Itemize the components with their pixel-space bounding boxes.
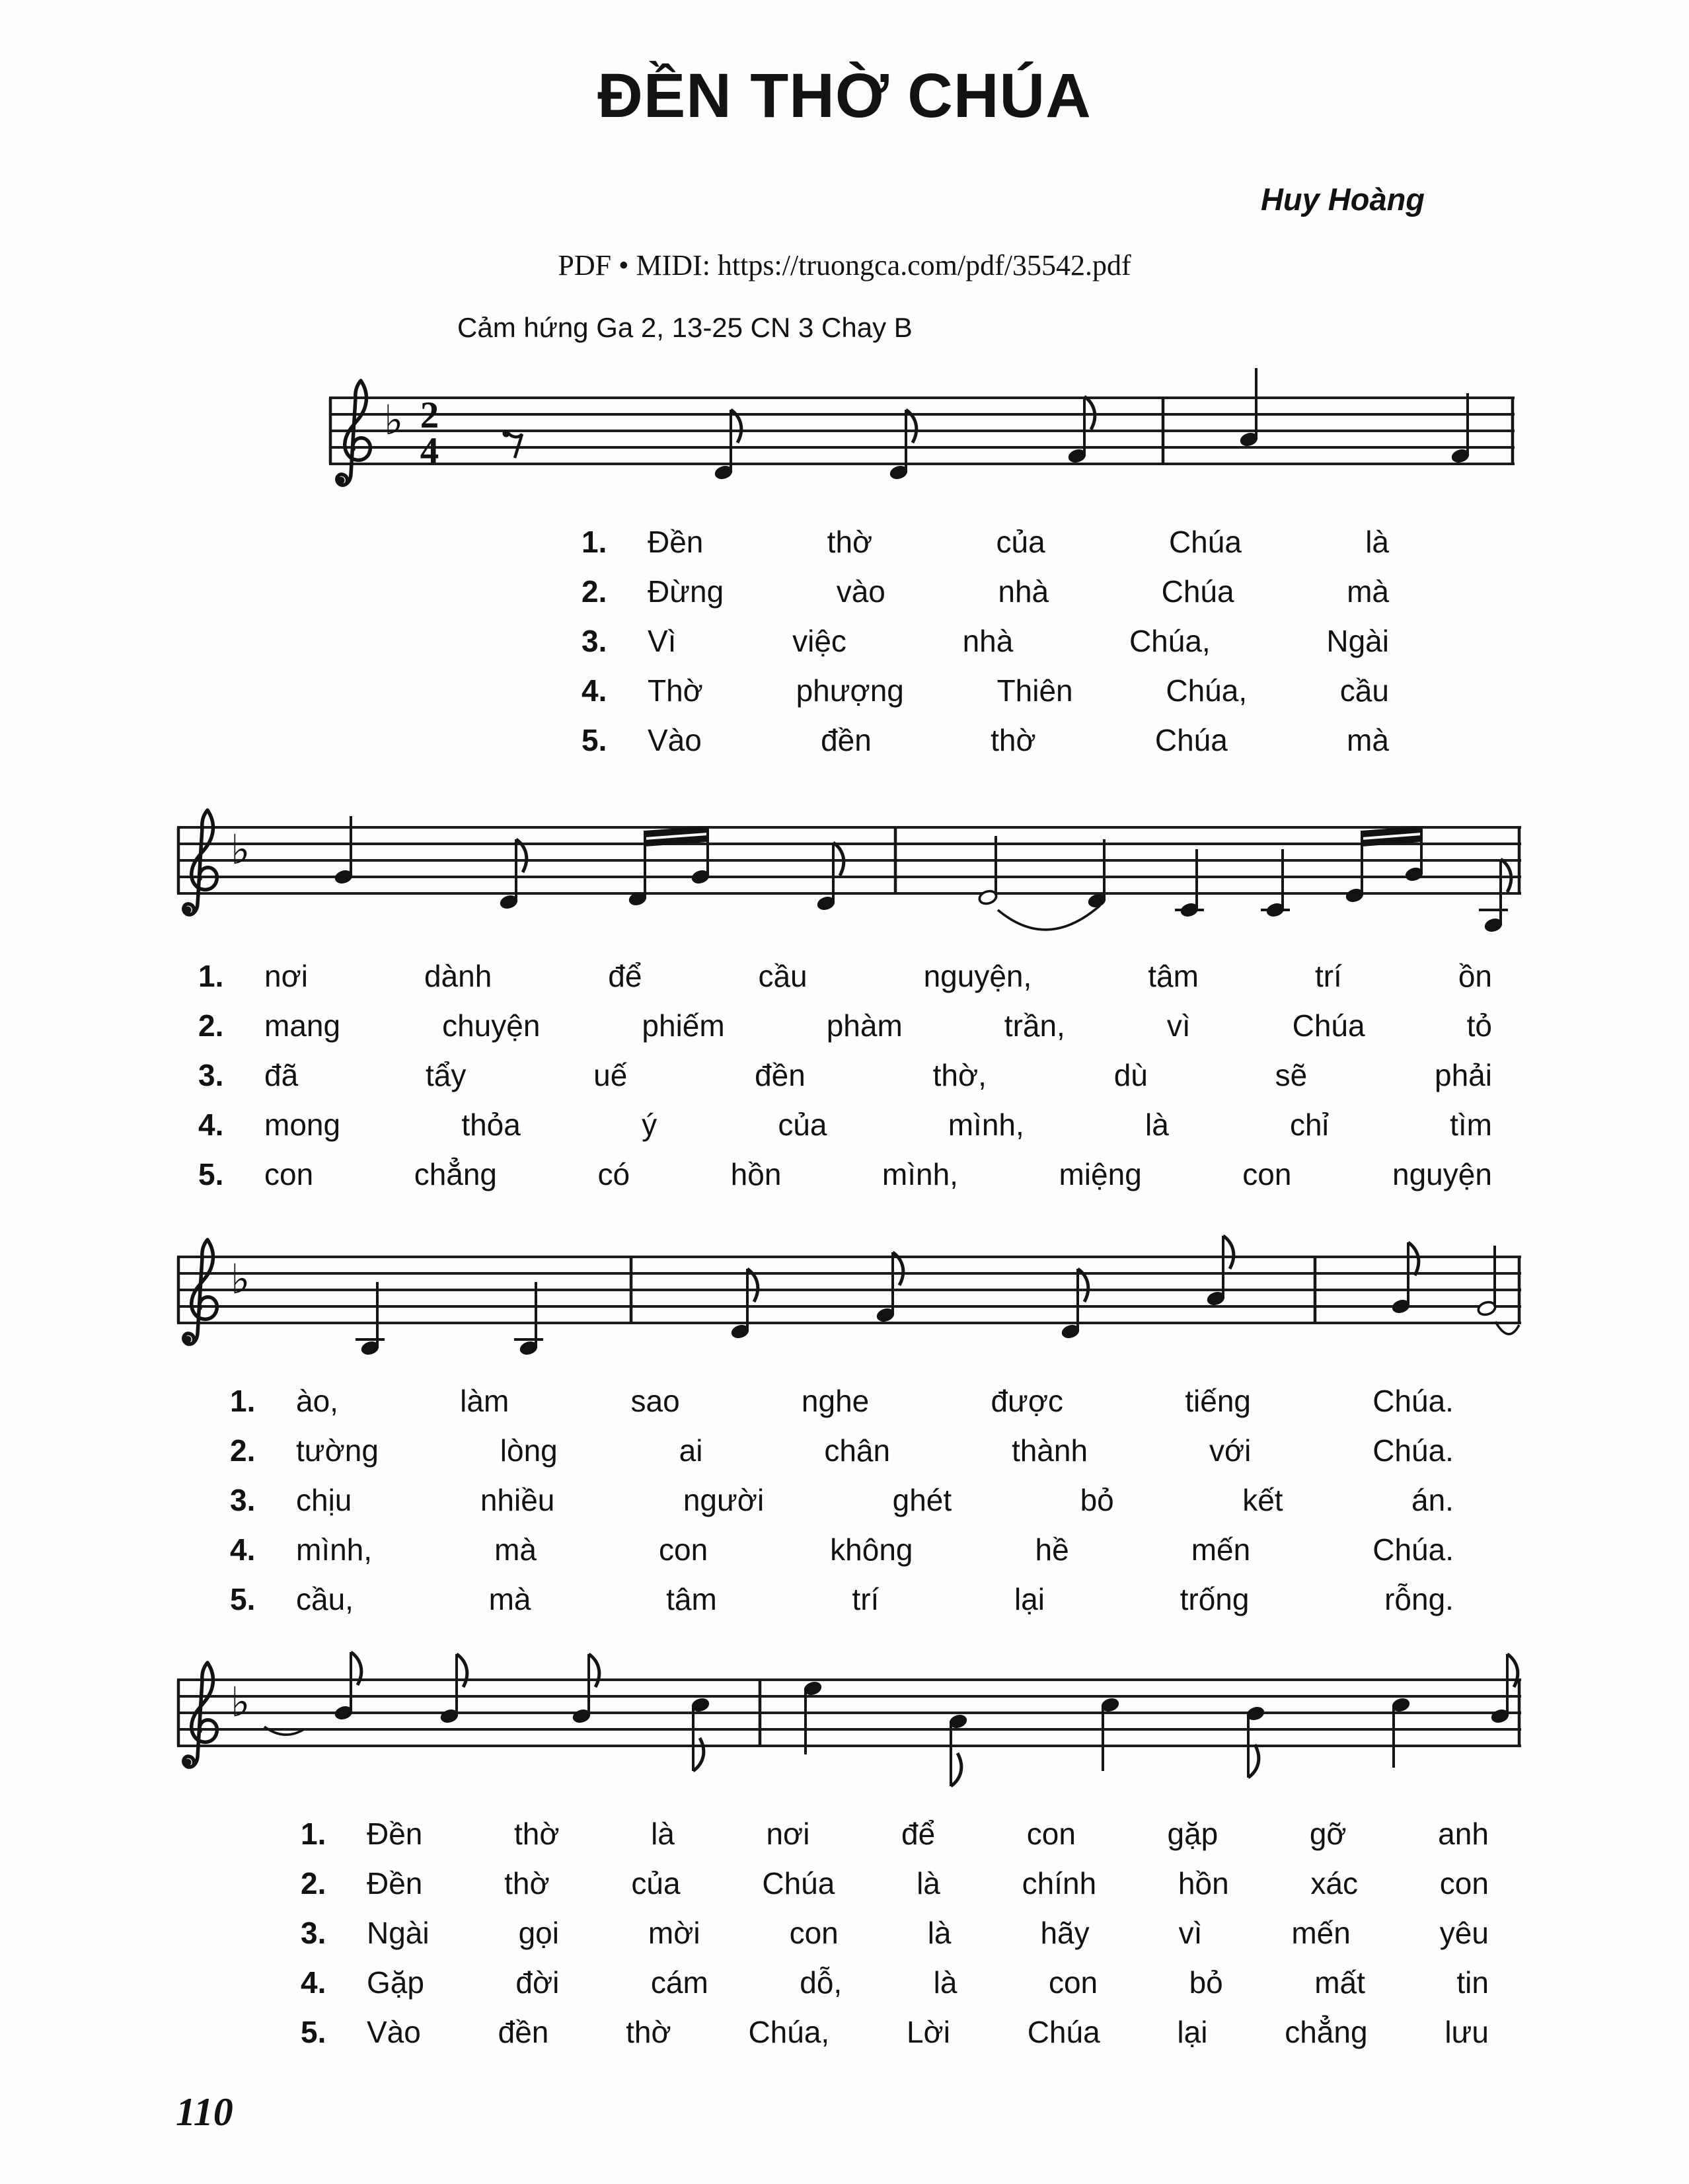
verse-word: Ngài	[1326, 624, 1389, 658]
verse-word: tâm	[1148, 959, 1199, 993]
verse-line-text	[367, 1809, 1489, 1859]
verse-word: hề	[1035, 1532, 1069, 1567]
verse-word: ý	[642, 1108, 657, 1142]
eighth-rest-icon	[503, 430, 523, 459]
svg-text:2: 2	[420, 395, 439, 436]
verse-word: chịu	[296, 1483, 352, 1517]
verse-word: Chúa.	[1372, 1433, 1454, 1468]
verse-word: đời	[515, 1965, 560, 2000]
verse-word: con	[264, 1157, 314, 1191]
verse-word: không	[830, 1532, 913, 1567]
verse-word: cầu,	[296, 1582, 354, 1616]
verse-row	[198, 1001, 1492, 1051]
verse-word: mến	[1191, 1532, 1251, 1567]
verse-word: sao	[630, 1384, 680, 1418]
verse-number: 5.	[582, 723, 607, 757]
verse-word: nhà	[998, 574, 1049, 609]
verse-word: vào	[836, 574, 885, 609]
verse-word: dành	[424, 959, 492, 993]
verse-row	[301, 1859, 1489, 1908]
flat-sign-icon: ♭	[384, 396, 404, 444]
music-staff-4	[175, 1642, 1523, 1801]
verse-word: chính	[1022, 1866, 1097, 1901]
verse-word: chỉ	[1290, 1108, 1329, 1142]
verse-word: thờ,	[932, 1058, 987, 1092]
verse-word: Thờ	[648, 673, 703, 708]
verse-word: Vào	[367, 2015, 421, 2049]
verse-line-text	[648, 517, 1389, 567]
verse-word: phượng	[796, 673, 904, 708]
verse-word: miệng	[1059, 1157, 1142, 1191]
verse-line-text	[648, 716, 1389, 765]
verse-word: gỡ	[1309, 1817, 1347, 1851]
verse-word: tâm	[666, 1582, 717, 1616]
verse-word: Chúa.	[1372, 1384, 1454, 1418]
notes	[264, 1652, 1518, 1786]
verse-row	[582, 666, 1389, 716]
verse-word: tường	[296, 1433, 379, 1468]
verse-word: thờ	[827, 525, 873, 559]
flat-sign-icon: ♭	[231, 1678, 250, 1726]
verse-word: lại	[1014, 1582, 1045, 1616]
verse-word: cầu	[758, 959, 807, 993]
verse-line-text	[264, 1100, 1492, 1150]
verse-number: 2.	[198, 1008, 224, 1043]
verse-word: con	[1048, 1965, 1098, 2000]
verse-word: kết	[1242, 1483, 1283, 1517]
verse-word: phiếm	[642, 1008, 725, 1043]
verse-block-2	[198, 952, 1492, 1199]
verse-row	[301, 1908, 1489, 1958]
verse-row	[198, 1150, 1492, 1199]
verse-word: có	[597, 1157, 630, 1191]
verse-word: lòng	[500, 1433, 558, 1468]
verse-word: trống	[1180, 1582, 1250, 1616]
composer-name: Huy Hoàng	[1260, 182, 1425, 217]
svg-text:4: 4	[420, 430, 439, 472]
verse-word: Vào	[648, 723, 702, 757]
verse-word: tẩy	[425, 1058, 467, 1092]
verse-word: Gặp	[367, 1965, 424, 2000]
verse-number: 1.	[301, 1817, 326, 1851]
verse-word: của	[778, 1108, 827, 1142]
treble-clef-icon	[337, 381, 371, 485]
verse-word: ai	[679, 1433, 703, 1468]
page-number: 110	[176, 2090, 233, 2134]
verse-word: của	[996, 525, 1045, 559]
verse-word: uế	[593, 1058, 628, 1092]
staff-lines	[177, 1680, 1521, 1746]
verse-word: tin	[1456, 1965, 1489, 2000]
verse-number: 4.	[230, 1532, 256, 1567]
verse-word: đền	[821, 723, 872, 757]
verse-word: mà	[1347, 574, 1389, 609]
verse-word: dù	[1113, 1058, 1148, 1092]
verse-word: làm	[460, 1384, 509, 1418]
verse-word: vì	[1178, 1916, 1203, 1950]
verse-word: anh	[1438, 1817, 1489, 1851]
verse-word: thờ	[991, 723, 1036, 757]
verse-word: chẳng	[1285, 2015, 1368, 2049]
verse-word: mà	[1347, 723, 1389, 757]
verse-word: tiếng	[1185, 1384, 1251, 1418]
verse-word: nơi	[766, 1817, 810, 1851]
verse-number: 2.	[582, 574, 607, 609]
verse-line-text	[264, 1150, 1492, 1199]
verse-word: gặp	[1167, 1817, 1219, 1851]
verse-word: đền	[498, 2015, 549, 2049]
verse-line-text	[648, 617, 1389, 666]
verse-word: Chúa	[1292, 1008, 1365, 1043]
verse-word: mà	[488, 1582, 531, 1616]
verse-word: là	[651, 1817, 675, 1851]
staff-lines	[177, 1257, 1521, 1323]
verse-line-text	[296, 1476, 1454, 1525]
verse-word: đã	[264, 1058, 299, 1092]
verse-number: 5.	[230, 1582, 256, 1616]
verse-line-text	[296, 1525, 1454, 1575]
verse-line-text	[367, 1859, 1489, 1908]
verse-row	[582, 517, 1389, 567]
verse-line-text	[296, 1426, 1454, 1476]
verse-word: trần,	[1004, 1008, 1065, 1043]
verse-word: mất	[1314, 1965, 1365, 2000]
verse-word: Chúa	[1154, 723, 1228, 757]
verse-row	[230, 1525, 1454, 1575]
verse-number: 4.	[198, 1108, 224, 1142]
verse-word: dỗ,	[800, 1965, 843, 2000]
verse-row	[301, 1809, 1489, 1859]
verse-number: 2.	[230, 1433, 256, 1468]
verse-word: trí	[1314, 959, 1342, 993]
verse-word: để	[901, 1817, 936, 1851]
verse-word: thỏa	[461, 1108, 521, 1142]
verse-number: 4.	[582, 673, 607, 708]
verse-word: Chúa	[1168, 525, 1242, 559]
verse-word: cám	[650, 1965, 708, 2000]
time-signature	[420, 395, 439, 472]
verse-number: 4.	[301, 1965, 326, 2000]
verse-number: 2.	[301, 1866, 326, 1901]
notes	[333, 816, 1511, 934]
verse-row	[198, 1100, 1492, 1150]
verse-word: thờ	[504, 1866, 550, 1901]
treble-clef-icon	[184, 1663, 217, 1767]
verse-word: Ngài	[367, 1916, 430, 1950]
verse-word: nơi	[264, 959, 308, 993]
verse-number: 1.	[582, 525, 607, 559]
verse-word: Đền	[367, 1817, 423, 1851]
verse-word: chân	[824, 1433, 891, 1468]
verse-word: mong	[264, 1108, 341, 1142]
verse-number: 3.	[230, 1483, 256, 1517]
verse-word: Chúa	[762, 1866, 835, 1901]
verse-row	[198, 1051, 1492, 1100]
verse-word: mình,	[296, 1532, 373, 1567]
verse-word: thành	[1011, 1433, 1088, 1468]
verse-row	[582, 617, 1389, 666]
verse-line-text	[296, 1376, 1454, 1426]
verse-number: 5.	[301, 2015, 326, 2049]
song-title: ĐỀN THỜ CHÚA	[597, 61, 1092, 131]
verse-word: Vì	[648, 624, 677, 658]
verse-row	[198, 952, 1492, 1001]
verse-word: yêu	[1439, 1916, 1489, 1950]
verse-word: là	[1365, 525, 1389, 559]
verse-word: mình,	[882, 1157, 958, 1191]
verse-line-text	[264, 952, 1492, 1001]
verse-row	[582, 567, 1389, 617]
verse-word: Chúa,	[1129, 624, 1211, 658]
verse-word: con	[1439, 1866, 1489, 1901]
verse-line-text	[296, 1575, 1454, 1624]
notes	[356, 1236, 1519, 1357]
verse-word: thờ	[513, 1817, 560, 1851]
verse-word: Lời	[906, 2015, 950, 2049]
verse-word: tỏ	[1466, 1008, 1492, 1043]
verse-block-4	[301, 1809, 1489, 2057]
verse-word: để	[608, 959, 642, 993]
verse-word: xác	[1310, 1866, 1358, 1901]
verse-word: người	[683, 1483, 765, 1517]
verse-word: chẳng	[414, 1157, 498, 1191]
treble-clef-icon	[184, 810, 217, 915]
verse-block-3	[230, 1376, 1454, 1624]
verse-word: lưu	[1445, 2015, 1489, 2049]
verse-word: con	[658, 1532, 708, 1567]
verse-word: bỏ	[1080, 1483, 1114, 1517]
verse-word: mời	[648, 1916, 700, 1950]
verse-word: Chúa.	[1372, 1532, 1454, 1567]
verse-word: nguyện	[1392, 1157, 1492, 1191]
verse-word: mến	[1291, 1916, 1351, 1950]
verse-word: phải	[1435, 1058, 1492, 1092]
music-staff-2	[175, 790, 1523, 960]
verse-word: là	[1145, 1108, 1169, 1142]
verse-word: nhà	[962, 624, 1014, 658]
verse-word: Thiên	[996, 673, 1073, 708]
verse-word: Đền	[367, 1866, 423, 1901]
verse-word: của	[631, 1866, 681, 1901]
verse-word: là	[917, 1866, 940, 1901]
flat-sign-icon: ♭	[231, 1255, 250, 1303]
verse-word: Chúa,	[748, 2015, 830, 2049]
verse-number: 3.	[582, 624, 607, 658]
verse-word: án.	[1411, 1483, 1454, 1517]
verse-line-text	[367, 1958, 1489, 2008]
verse-word: bỏ	[1189, 1965, 1223, 2000]
verse-line-text	[367, 2008, 1489, 2057]
verse-word: thờ	[626, 2015, 671, 2049]
verse-word: gọi	[518, 1916, 559, 1950]
verse-word: với	[1209, 1433, 1252, 1468]
verse-line-text	[648, 567, 1389, 617]
verse-row	[301, 1958, 1489, 2008]
verse-row	[582, 716, 1389, 765]
verse-word: nhiều	[480, 1483, 555, 1517]
verse-line-text	[367, 1908, 1489, 1958]
verse-number: 3.	[301, 1916, 326, 1950]
verse-line-text	[264, 1051, 1492, 1100]
verse-row	[230, 1426, 1454, 1476]
verse-word: nghe	[801, 1384, 870, 1418]
verse-word: ồn	[1458, 959, 1492, 993]
verse-row	[230, 1376, 1454, 1426]
verse-word: phàm	[826, 1008, 903, 1043]
verse-number: 1.	[198, 959, 224, 993]
verse-row	[301, 2008, 1489, 2057]
flat-sign-icon: ♭	[231, 825, 250, 874]
verse-word: mình,	[948, 1108, 1024, 1142]
verse-word: hãy	[1040, 1916, 1090, 1950]
verse-number: 3.	[198, 1058, 224, 1092]
verse-word: hồn	[730, 1157, 782, 1191]
verse-word: con	[1026, 1817, 1076, 1851]
verse-word: tìm	[1450, 1108, 1492, 1142]
verse-word: là	[933, 1965, 957, 2000]
verse-word: nguyện,	[923, 959, 1032, 993]
verse-line-text	[264, 1001, 1492, 1051]
verse-row	[230, 1476, 1454, 1525]
verse-line-text	[648, 666, 1389, 716]
treble-clef-icon	[184, 1240, 217, 1344]
verse-word: Chúa,	[1166, 673, 1248, 708]
verse-word: là	[927, 1916, 952, 1950]
verse-word: Đừng	[648, 574, 724, 609]
verse-word: Chúa	[1161, 574, 1234, 609]
verse-word: sẽ	[1275, 1058, 1308, 1092]
verse-word: chuyện	[442, 1008, 541, 1043]
verse-word: được	[991, 1384, 1064, 1418]
verse-word: rỗng.	[1384, 1582, 1454, 1616]
pdf-midi-link: PDF • MIDI: https://truongca.com/pdf/35542.pdf	[558, 249, 1131, 282]
verse-word: vì	[1166, 1008, 1191, 1043]
verse-word: mang	[264, 1008, 341, 1043]
verse-word: con	[789, 1916, 839, 1950]
verse-word: đền	[755, 1058, 806, 1092]
verse-word: Đền	[648, 525, 704, 559]
staff-lines	[177, 827, 1521, 893]
verse-word: Chúa	[1027, 2015, 1100, 2049]
verse-word: ghét	[892, 1483, 952, 1517]
verse-number: 5.	[198, 1157, 224, 1191]
verse-word: lại	[1177, 2015, 1208, 2049]
verse-word: mà	[494, 1532, 537, 1567]
verse-word: hồn	[1178, 1866, 1229, 1901]
music-staff-1	[327, 360, 1517, 515]
music-staff-3	[175, 1219, 1523, 1373]
verse-word: ào,	[296, 1384, 338, 1418]
verse-number: 1.	[230, 1384, 256, 1418]
verse-word: trí	[852, 1582, 880, 1616]
verse-word: cầu	[1339, 673, 1389, 708]
verse-row	[230, 1575, 1454, 1624]
inspiration-note: Cảm hứng Ga 2, 13-25 CN 3 Chay B	[457, 312, 913, 343]
verse-word: con	[1242, 1157, 1292, 1191]
verse-word: việc	[792, 624, 846, 658]
verse-block-1	[582, 517, 1389, 765]
